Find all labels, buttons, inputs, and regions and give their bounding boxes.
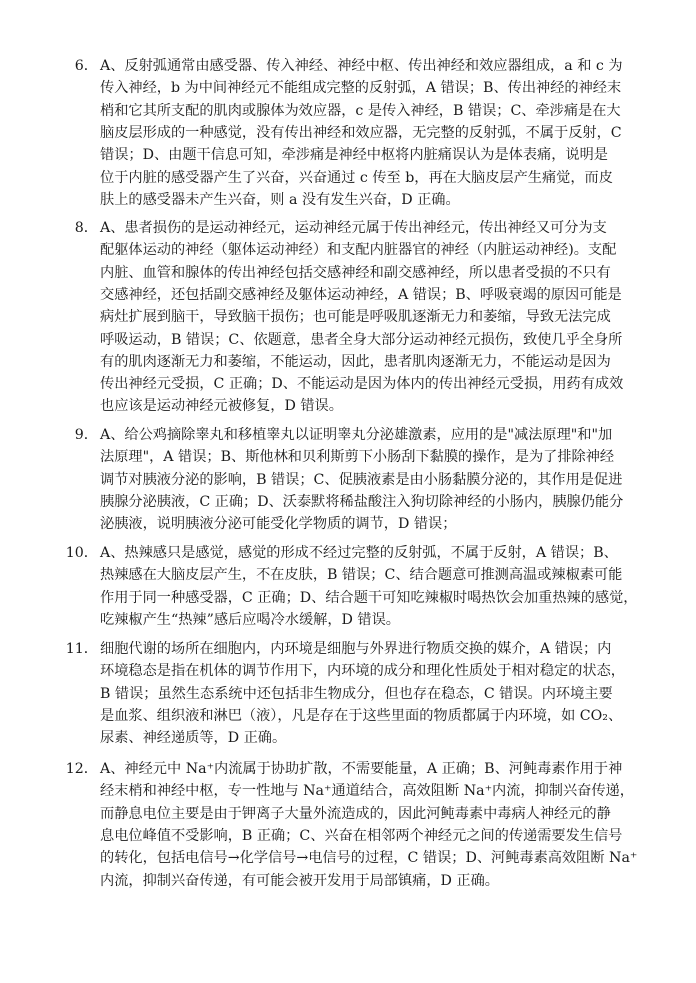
text-line: 是血浆、组织液和淋巴（液），凡是存在于这些里面的物质都属于内环境，如 CO₂、 (100, 707, 623, 724)
text-line: A、患者损伤的是运动神经元，运动神经元属于传出神经元，传出神经又可分为支 (100, 220, 607, 236)
item-number: 9． (74, 427, 98, 443)
text-line: 有的肌肉逐渐无力和萎缩，不能运动，因此，患者肌肉逐渐无力，不能运动是因为 (100, 353, 611, 370)
text-line: 呼吸运动，B 错误；C、依题意，患者全身大部分运动神经元损伤，致使几乎全身所 (100, 331, 623, 348)
item-number: 12． (65, 761, 98, 777)
item-number: 6． (74, 58, 98, 74)
text-line: 息电位峰值不受影响，B 正确；C、兴奋在相邻两个神经元之间的传递需要发生信号 (100, 827, 623, 844)
text-line: 脑皮层形成的一种感觉，没有传出神经和效应器，无完整的反射弧，不属于反射，C (100, 124, 622, 141)
text-line: 病灶扩展到脑干，导致脑干损伤；也可能是呼吸肌逐渐无力和萎缩，导致无法完成 (100, 309, 611, 326)
text-line: A、热辣感只是感觉，感觉的形成不经过完整的反射弧，不属于反射，A 错误；B、 (100, 545, 618, 561)
text-line: 梢和它其所支配的肌肉或腺体为效应器，c 是传入神经，B 错误；C、牵涉痛是在大 (100, 102, 621, 119)
text-line: 调节对胰液分泌的影响，B 错误；C、促胰液素是由小肠黏膜分泌的，其作用是促进 (100, 471, 623, 488)
text-line: 热辣感在大脑皮层产生，不在皮肤，B 错误；C、结合题意可推测高温或辣椒素可能 (100, 567, 623, 584)
text-line: 环境稳态是指在机体的调节作用下，内环境的成分和理化性质处于相对稳定的状态， (100, 663, 625, 680)
text-line: 的转化，包括电信号→化学信号→电信号的过程，C 错误；D、河鲀毒素高效阻断 Na⁺ (100, 850, 638, 867)
text-line: 而静息电位主要是由于钾离子大量外流造成的，因此河鲀毒素中毒病人神经元的静 (100, 805, 611, 822)
text-line: 尿素、神经递质等，D 正确。 (100, 730, 287, 747)
text-line: 细胞代谢的场所在细胞内，内环境是细胞与外界进行物质交换的媒介，A 错误；内 (100, 641, 612, 657)
text-line: B 错误；虽然生态系统中还包括非生物成分，但也存在稳态，C 错误。内环境主要 (100, 685, 613, 702)
item-number: 10． (65, 545, 98, 561)
text-line: 肤上的感受器未产生兴奋，则 a 没有发生兴奋，D 正确。 (100, 191, 460, 208)
text-line: A、给公鸡摘除睾丸和移植睾丸以证明睾丸分泌雄激素，应用的是"减法原理"和"加 (100, 427, 613, 443)
answer-8 (64, 217, 664, 418)
answer-12 (64, 758, 664, 892)
text-line: 胰腺分泌胰液，C 正确；D、沃泰默将稀盐酸注入狗切除神经的小肠内，胰腺仍能分 (100, 493, 624, 510)
answer-11 (64, 638, 664, 750)
text-line: A、反射弧通常由感受器、传入神经、神经中枢、传出神经和效应器组成，a 和 c 为 (100, 58, 623, 74)
text-line: 内流，抑制兴奋传递，有可能会被开发用于局部镇痛，D 正确。 (100, 872, 499, 889)
item-number: 11． (65, 641, 98, 657)
text-line: A、神经元中 Na⁺内流属于协助扩散，不需要能量，A 正确；B、河鲀毒素作用于神 (100, 761, 623, 777)
text-line: 内脏、血管和腺体的传出神经包括交感神经和副交感神经，所以患者受损的不只有 (100, 264, 611, 281)
answer-10 (64, 542, 664, 632)
item-number: 8． (74, 220, 98, 236)
text-line: 位于内脏的感受器产生了兴奋，兴奋通过 c 传至 b，再在大脑皮层产生痛觉，而皮 (100, 169, 613, 186)
text-line: 经末梢和神经中枢，专一性地与 Na⁺通道结合，高效阻断 Na⁺内流，抑制兴奋传递， (100, 783, 634, 800)
text-line: 吃辣椒产生“热辣”感后应喝冷水缓解，D 错误。 (100, 611, 400, 628)
answer-9 (64, 424, 664, 536)
text-line: 法原理"，A 错误；B、斯他林和贝利斯剪下小肠刮下黏膜的操作，是为了排除神经 (100, 449, 615, 466)
text-line: 交感神经，还包括副交感神经及躯体运动神经，A 错误；B、呼吸衰竭的原因可能是 (100, 286, 622, 303)
text-line: 作用于同一种感受器，C 正确；D、结合题干可知吃辣椒时喝热饮会加重热辣的感觉， (100, 589, 638, 606)
answer-6 (64, 55, 664, 211)
text-line: 配躯体运动的神经（躯体运动神经）和支配内脏器官的神经（内脏运动神经)。支配 (100, 242, 617, 259)
text-line: 传入神经，b 为中间神经元不能组成完整的反射弧，A 错误；B、传出神经的神经末 (100, 80, 622, 97)
text-line: 错误；D、由题干信息可知，牵涉痛是神经中枢将内脏痛误认为是体表痛，说明是 (100, 147, 608, 164)
text-line: 也应该是运动神经元被修复，D 错误。 (100, 398, 343, 415)
text-line: 泌胰液，说明胰液分泌可能受化学物质的调节，D 错误； (100, 516, 457, 533)
text-line: 传出神经元受损，C 正确；D、不能运动是因为体内的传出神经元受损，用药有成效 (100, 376, 624, 393)
